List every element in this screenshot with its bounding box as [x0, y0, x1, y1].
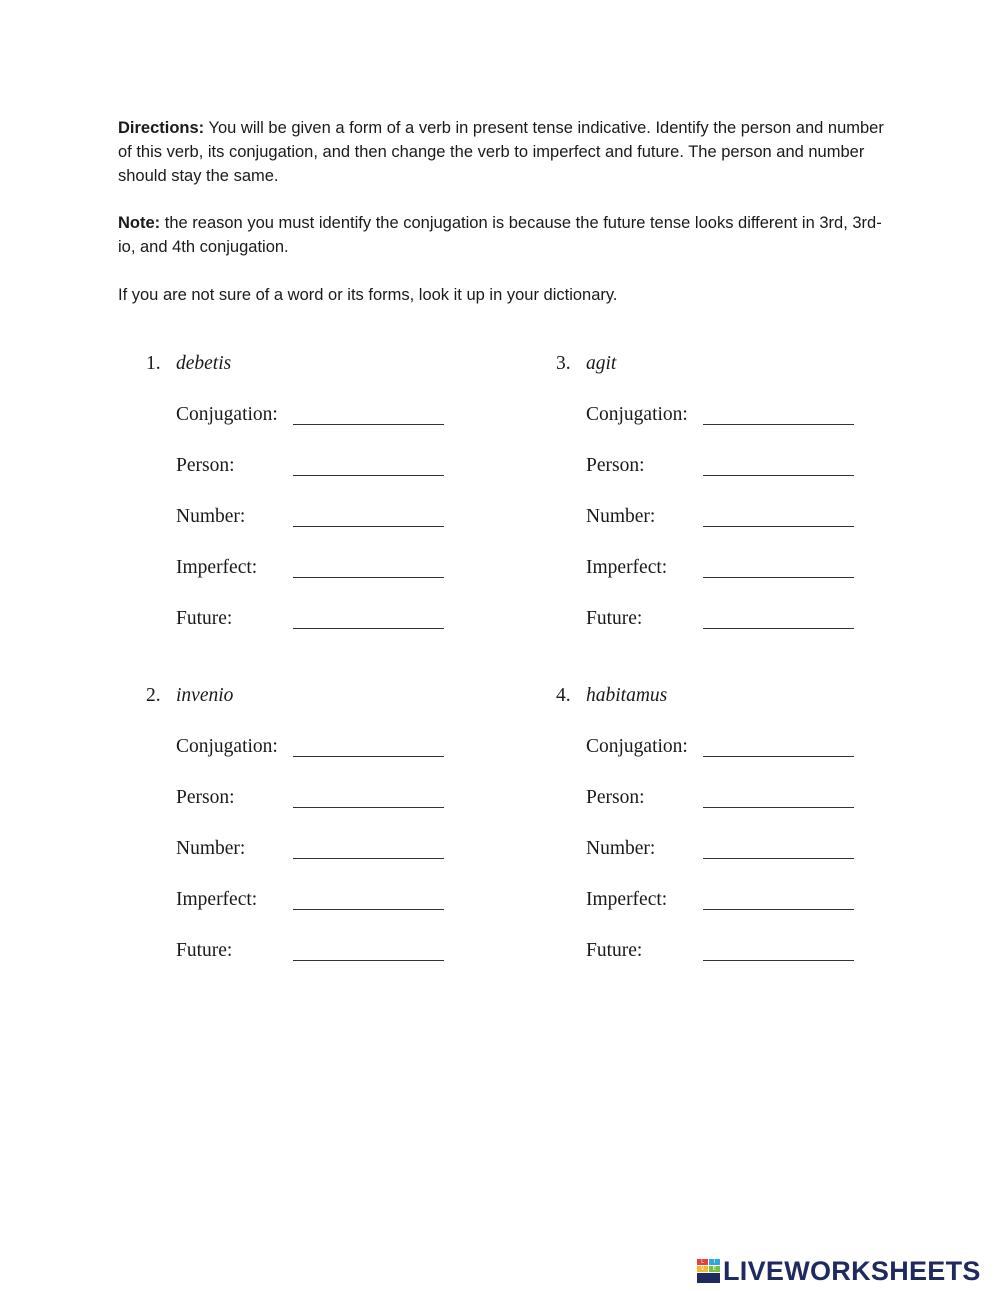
number-answer-blank[interactable] [703, 858, 854, 859]
future-field [586, 940, 886, 966]
conjugation-field [586, 404, 886, 430]
imperfect-answer-blank[interactable] [293, 909, 444, 910]
future-field [176, 608, 476, 634]
imperfect-field [586, 889, 886, 915]
future-field [176, 940, 476, 966]
person-label: Person: [176, 787, 235, 808]
conjugation-label: Conjugation: [586, 736, 688, 757]
logo-base-block [697, 1273, 720, 1283]
conjugation-field [176, 736, 476, 762]
exercise-verb: invenio [176, 685, 234, 706]
imperfect-field [176, 889, 476, 915]
conjugation-answer-blank[interactable] [703, 756, 854, 757]
number-label: Number: [586, 838, 656, 859]
person-field [586, 455, 886, 481]
number-answer-blank[interactable] [703, 526, 854, 527]
person-label: Person: [176, 455, 235, 476]
person-label: Person: [586, 787, 645, 808]
conjugation-field [586, 736, 886, 762]
directions-text: You will be given a form of a verb in present tense indicative. Identify the person and number of this verb, its conjugation, and then change the verb to imperfect and future. The person and number should stay the same. [118, 119, 884, 185]
conjugation-answer-blank[interactable] [703, 424, 854, 425]
imperfect-label: Imperfect: [586, 889, 668, 910]
logo-text: LIVEWORKSHEETS [723, 1255, 981, 1286]
exercise-verb: debetis [176, 353, 232, 374]
exercise-verb: agit [586, 353, 617, 374]
number-answer-blank[interactable] [293, 526, 444, 527]
person-label: Person: [586, 455, 645, 476]
person-field [176, 787, 476, 813]
future-label: Future: [586, 940, 643, 961]
imperfect-field [586, 557, 886, 583]
future-answer-blank[interactable] [703, 960, 854, 961]
note-text: the reason you must identify the conjugation is because the future tense looks different in 3rd, 3rd-io, and 4th conjugation. [118, 214, 882, 256]
imperfect-answer-blank[interactable] [703, 577, 854, 578]
person-answer-blank[interactable] [703, 807, 854, 808]
logo-blocks-icon [697, 1257, 721, 1285]
number-label: Number: [176, 838, 246, 859]
conjugation-label: Conjugation: [176, 736, 278, 757]
number-field [176, 838, 476, 864]
number-field [176, 506, 476, 532]
exercise-number: 1. [146, 353, 161, 374]
conjugation-label: Conjugation: [176, 404, 278, 425]
imperfect-field [176, 557, 476, 583]
conjugation-answer-blank[interactable] [293, 424, 444, 425]
liveworksheets-logo [697, 1254, 981, 1288]
imperfect-answer-blank[interactable] [293, 577, 444, 578]
conjugation-answer-blank[interactable] [293, 756, 444, 757]
future-label: Future: [176, 940, 233, 961]
imperfect-label: Imperfect: [586, 557, 668, 578]
number-answer-blank[interactable] [293, 858, 444, 859]
future-label: Future: [176, 608, 233, 629]
directions-paragraph [118, 116, 888, 188]
logo-block-l: L [697, 1259, 708, 1265]
conjugation-label: Conjugation: [586, 404, 688, 425]
number-label: Number: [176, 506, 246, 527]
imperfect-label: Imperfect: [176, 557, 258, 578]
note-label: Note: [118, 214, 161, 232]
person-field [176, 455, 476, 481]
directions-label: Directions: [118, 119, 205, 137]
conjugation-field [176, 404, 476, 430]
imperfect-label: Imperfect: [176, 889, 258, 910]
note-paragraph [118, 211, 888, 259]
exercise-number: 4. [556, 685, 571, 706]
imperfect-answer-blank[interactable] [703, 909, 854, 910]
number-field [586, 506, 886, 532]
exercise-verb: habitamus [586, 685, 668, 706]
tip-paragraph: If you are not sure of a word or its forms, look it up in your dictionary. [118, 286, 618, 304]
logo-block-i: I [709, 1259, 720, 1265]
future-label: Future: [586, 608, 643, 629]
number-field [586, 838, 886, 864]
logo-block-e: E [709, 1266, 720, 1272]
future-answer-blank[interactable] [293, 960, 444, 961]
future-answer-blank[interactable] [293, 628, 444, 629]
future-field [586, 608, 886, 634]
person-answer-blank[interactable] [293, 475, 444, 476]
exercise-number: 3. [556, 353, 571, 374]
number-label: Number: [586, 506, 656, 527]
future-answer-blank[interactable] [703, 628, 854, 629]
logo-block-v: V [697, 1266, 708, 1272]
person-answer-blank[interactable] [293, 807, 444, 808]
exercise-number: 2. [146, 685, 161, 706]
person-answer-blank[interactable] [703, 475, 854, 476]
person-field [586, 787, 886, 813]
